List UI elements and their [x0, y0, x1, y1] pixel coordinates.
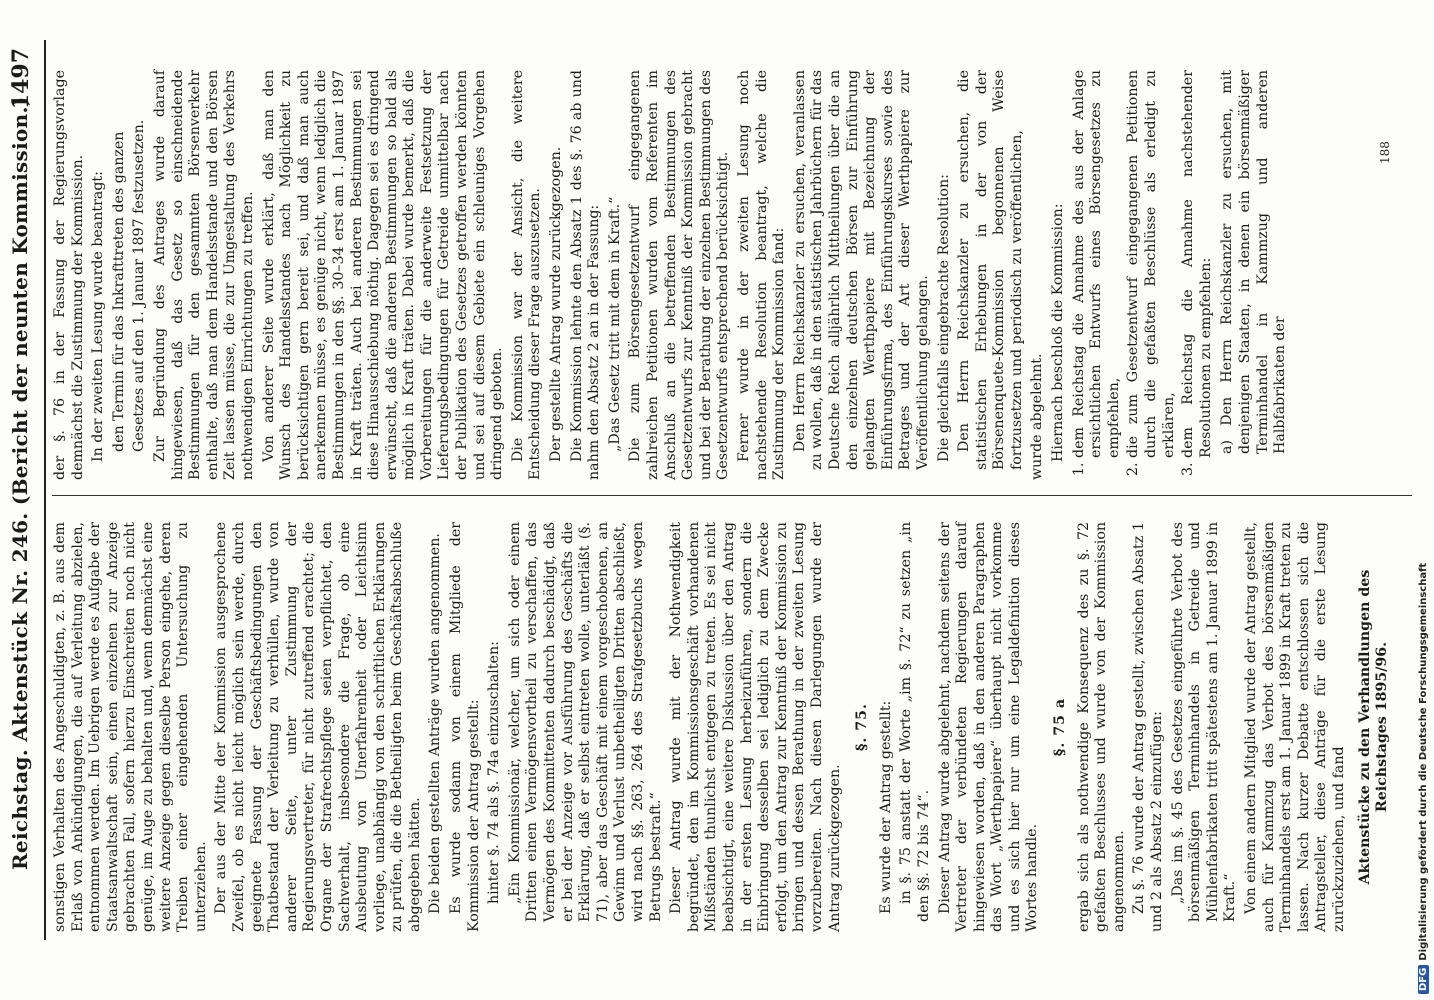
paragraph: Dieser Antrag wurde mit der Nothwendigkeit begründet, den im Kommissionsgeschäft vorhandenen Mißständen thunlichst entgegen zu treten. Es sei nicht beabsichtigt, eine weitere Diskussion über den Antrag in der ersten Lesung herbeizuführen, sondern die Einbringung desselben sei lediglich zu dem Zwecke erfolgt, um den Antrag zur Kenntniß der Kommission zu bringen und dessen Berathung in der zweiten Lesung vorzubereiten. Nach diesen Darlegungen wurde der Antrag zurückgezogen.: [668, 522, 843, 932]
paragraph: Die Kommission lehnte den Absatz 1 des §. 76 ab und nahm den Absatz 2 an in der Fassung:: [568, 70, 603, 480]
quoted-motion: den Termin für das Inkrafttreten des ganzen: [110, 131, 127, 452]
paragraph: Von einem andern Mitglied wurde der Antrag gestellt, auch für Kammzug das Verbot des börsenmäßigen Terminhandels erst am 1. Januar 1899 in Kraft treten zu lassen. Nach kurzer Debatte entschlossen sich die Antragsteller, diese Anträge für die erste Lesung zurückzuziehen, und fand: [1243, 522, 1347, 932]
header-title: Reichstag. Aktenstück Nr. 246. (Bericht der neunten Kommission.): [8, 96, 32, 870]
quoted-motion: Gesetzes auf den 1. Januar 1897 festzusetzen.: [131, 119, 148, 452]
section-heading: §. 75.: [854, 703, 871, 751]
dfg-logo: DFG: [1418, 965, 1429, 994]
paragraph: Die Kommission war der Ansicht, die weitere Entscheidung dieser Frage auszusetzen.: [509, 70, 544, 480]
quoted-motion: in §. 75 anstatt der Worte „im §. 72“ zu setzen „in den §§. 72 bis 74“.: [898, 522, 932, 922]
column-divider: [52, 495, 1412, 496]
page-header: [8, 40, 38, 940]
digitization-text: Digitalisierung gefördert durch die Deutsche Forschungsgemeinschaft: [1418, 562, 1429, 961]
paragraph: Dieser Antrag wurde abgelehnt, nachdem seitens der Vertreter der verbündeten Regierungen darauf hingewiesen worden, daß in den anderen Paragraphen das Wort „Werthpapiere“ überhaupt nicht vorkomme und es sich hier nur um eine Legaldefinition dieses Wortes handle.: [936, 522, 1041, 932]
paragraph: Zur Begründung des Antrages wurde darauf hingewiesen, daß das Gesetz so einschneidende Bestimmungen für den gesammten Börsenverkehr enthalte, daß man dem Handelsstande und den Börsen Zeit lassen müsse, die zur Umgestaltung des Verkehrs nothwendigen Einrichtungen zu treffen.: [151, 70, 256, 480]
header-rule: [44, 40, 46, 940]
paragraph: Es wurde der Antrag gestellt:: [877, 700, 894, 914]
quoted-motion: „Das Gesetz tritt mit dem in Kraft.“: [606, 196, 623, 452]
paragraph: Ferner wurde in der zweiten Lesung noch nachstehende Resolution beantragt, welche die Zustimmung der Kommission fand:: [735, 70, 788, 480]
quoted-resolution: Den Herrn Reichskanzler zu ersuchen, die statistischen Erhebungen in der von der Börsenenquete-Kommission begonnenen Weise fortzusetzen und periodisch zu veröffentlichen,: [956, 70, 1025, 470]
paragraph: wurde abgelehnt.: [1029, 353, 1046, 480]
right-column: [52, 70, 1293, 480]
quoted-motion: „Das im §. 45 des Gesetzes eingeführte Verbot des börsenmäßigen Terminhandels in Getreide und Mühlenfabrikaten tritt spätestens am 1. Januar 1899 in Kraft.“: [1169, 522, 1239, 922]
paragraph: Zu §. 76 wurde der Antrag gestellt, zwischen Absatz 1 und 2 als Absatz 2 einzufügen:: [1131, 522, 1166, 932]
paragraph: Von anderer Seite wurde erklärt, daß man den Wunsch des Handelsstandes nach Möglichkeit zu berücksichtigen gern bereit sei, und daß man auch anerkennen müsse, es genüge nicht, wenn lediglich die Bestimmungen in den §§. 30–34 erst am 1. Januar 1897 in Kraft träten. Auch bei anderen Bestimmungen sei diese Hinausschiebung nöthig. Dagegen sei es dringend erwünscht, daß die anderen Bestimmungen so bald als möglich in Kraft träten. Dabei wurde bemerkt, daß die Vorbereitungen für die anderweite Festsetzung der Lieferungsbedingungen für Getreide unmittelbar nach der Publikation des Gesetzes getroffen werden könnten und sei auf diesem Gebiete ein schleuniges Vorgehen dringend geboten.: [260, 70, 506, 480]
paragraph: Der aus der Mitte der Kommission ausgesprochene Zweifel, ob es nicht leicht möglich sein werde, durch geeignete Fassung der Geschäftsbedingungen den Thatbestand der Verleitung zu verhüllen, wurde von anderer Seite, unter Zustimmung der Regierungsvertreter, für nicht zutreffend erachtet; die Organe der Strafrechtspflege seien verpflichtet, den Sachverhalt, insbesondere die Frage, ob eine Ausbeutung von Unerfahrenheit oder Leichtsinn vorliege, unabhängig von den schriftlichen Erklärungen zu prüfen, die die Betheiligten beim Geschäftsabschluße abgegeben hätten.: [213, 522, 423, 932]
paragraph: Hiernach beschloß die Kommission:: [1050, 203, 1067, 462]
paragraph: Die beiden gestellten Anträge wurden angenommen.: [427, 533, 444, 914]
paragraph: ergab sich als nothwendige Konsequenz des zu §. 72 gefaßten Beschlusses und wurde von der Kommission angenommen.: [1075, 522, 1127, 932]
page-number: 1497: [8, 48, 34, 110]
paragraph: Es wurde sodann von einem Mitgliede der Kommission der Antrag gestellt:: [448, 522, 482, 932]
resolution-list: [1071, 70, 1216, 480]
quoted-resolution: Den Herrn Reichskanzler zu ersuchen, veranlassen zu wollen, daß in den statistischen Jahrbüchern für das Deutsche Reich alljährlich Mittheilungen über die an den einzelnen deutschen Börsen zur Einführung gelangten Werthpapiere mit Bezeichnung der Einführungsfirma, des Einführungskurses sowie des Betrages und der Art dieser Werthpapiere zur Veröffentlichung gelangen.: [791, 70, 931, 470]
list-item: 3. dem Reichstag die Annahme nachstehender Resolutionen zu empfehlen:: [1180, 70, 1215, 458]
section-heading: §. 75 a: [1052, 697, 1069, 757]
digitization-note: [1418, 563, 1429, 994]
paragraph: sonstigen Verhalten des Angeschuldigten, z. B. aus dem Erlaß von Ankündigungen, die auf Verleitung abzielen, entnommen werden. Im Uebrigen werde es Aufgabe der Staatsanwaltschaft sein, einen einzelnen zur Anzeige gebrachten Fall, sofern hierzu Einschreiten noch nicht genüge, im Auge zu behalten und, wenn demnächst eine weitere Anzeige gegen dieselbe Person eingehe, deren Treiben einer eingehenden Untersuchung zu unterziehen.: [52, 522, 209, 932]
paragraph: der §. 76 in der Fassung der Regierungsvorlage demnächst die Zustimmung der Kommission.: [52, 70, 86, 480]
quoted-motion: „Ein Kommissionär, welcher, um sich oder einem Dritten einen Vermögensvortheil zu verschaffen, das Vermögen des Kommittenten dadurch beschädigt, daß er bei der Anzeige vor Ausführung des Geschäfts die Erklärung, daß er selbst eintreten wolle, unterläßt (§. 71), aber das Geschäft mit einem vorgeschobenen, an Gewinn und Verlust unbetheiligten Dritten abschließt, wird nach §§. 263, 264 des Strafgesetzbuchs wegen Betrugs bestraft.“: [506, 522, 664, 922]
list-subitem: a) Den Herrn Reichskanzler zu ersuchen, mit denjenigen Staaten, in denen ein börsenmäßiger Terminhandel in Kammzug und anderen Halbfabrikaten der: [1219, 70, 1289, 454]
paragraph: Die gleichfalls eingebrachte Resolution:: [935, 174, 952, 462]
paragraph: In der zweiten Lesung wurde beantragt:: [90, 171, 107, 462]
list-item: 2. die zum Gesetzentwurf eingegangenen Petitionen durch die gefaßten Beschlüsse als erledigt zu erklären,: [1125, 70, 1178, 458]
footer-line: Aktenstücke zu den Verhandlungen des Reichstages 1895/96.: [1356, 569, 1391, 885]
list-item: 1. dem Reichstag die Annahme des aus der Anlage ersichtlichen Entwurfs eines Börsengesetzes zu empfehlen,: [1071, 70, 1124, 458]
paragraph: hinter §. 74 als §. 74a einzuschalten:: [486, 641, 503, 904]
paragraph: Die zum Börsengesetzentwurf eingegangenen zahlreichen Petitionen wurden vom Referenten im Anschluß an die betreffenden Bestimmungen des Gesetzentwurfs zur Kenntniß der Kommission gebracht und bei der Berathung der einzelnen Bestimmungen des Gesetzentwurfs entsprechend berücksichtigt.: [627, 70, 732, 480]
left-column: [52, 522, 1395, 932]
paragraph: Der gestellte Antrag wurde zurückgezogen.: [548, 146, 565, 462]
sheet-number: 188: [1378, 141, 1392, 164]
